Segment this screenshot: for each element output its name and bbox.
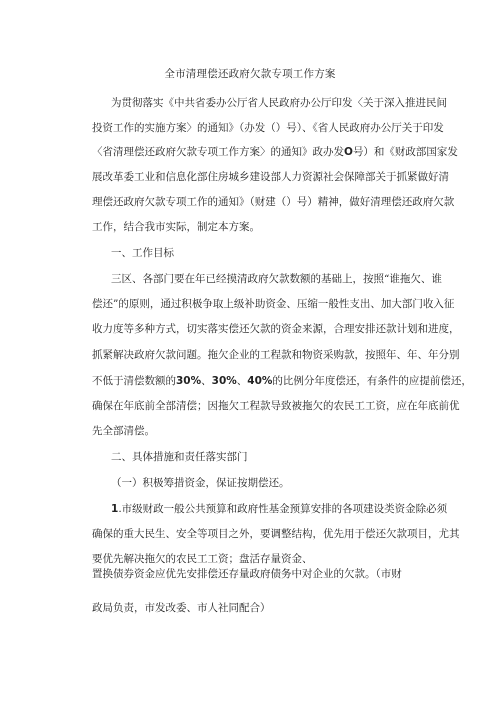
section1-line-5-b: 的比例分年度偿还，有条件的应提前偿还， [272,375,472,387]
item1-line-4: 置换债券资金应优先安排偿还存量政府债务中对企业的欠款。（市财 [92,568,402,580]
pct-40: 40% [247,375,273,387]
item1-line-1 [111,502,447,516]
intro-line-3-b: 号）和《财政部国家发 [352,146,458,158]
item1-line-2: 确保的重大民生、安全等项目之外，要调整结构，优先用于偿还欠款项目，尤其 [92,528,460,540]
pct-30-b: 30% [211,375,237,387]
section1-line-5-a: 不低于清偿数额的 [92,375,176,387]
sep-2: 、 [236,375,248,387]
section1-line-6: 确保在年底前全部清偿；因拖欠工程款导致被拖欠的农民工工资，应在年底前优 [92,400,460,412]
sub1-heading: （一）积极筹措资金，保证按期偿还。 [111,477,290,489]
section1-heading: 一、工作目标 [111,247,174,259]
pct-30-a: 30% [176,375,202,387]
section1-line-2: 偿还”的原则，通过积极争取上级补助资金、压缩一般性支出、加大部门收入征 [92,298,455,310]
intro-line-3-a: 〈省清理偿还政府欠款专项工作方案〉的通知》政办发 [92,146,344,158]
item1-number: 1 [111,503,119,515]
intro-line-4: 展改革委工业和信息化部住房城乡建设部人力资源社会保障部关于抓紧做好清 [92,171,449,183]
section1-line-7: 先全部清偿。 [92,425,155,437]
intro-bold-o: O [344,146,353,158]
document-title: 全市清理偿还政府欠款专项工作方案 [164,68,336,80]
sep-1: 、 [201,375,212,387]
intro-line-2: 投资工作的实施方案〉的通知》（办发（）号）、《省人民政府办公厅关于印发 [92,122,444,134]
section1-line-1: 三区、各部门要在年已经摸清政府欠款数额的基础上，按照“谁拖欠、谁 [111,273,442,285]
intro-line-6: 工作，结合我市实际，制定本方案。 [92,221,260,233]
item1-line-1-text: .市级财政一般公共预算和政府性基金预算安排的各项建设类资金除必须 [118,503,448,515]
intro-line-3 [92,145,458,159]
intro-line-1: 为贯彻落实《中共省委办公厅省人民政府办公厅印发〈关于深入推进民间 [111,97,447,109]
section1-line-5 [92,374,472,388]
intro-line-5: 理偿还政府欠款专项工作的通知》（财建（）号）精神，做好清理偿还政府欠款 [92,196,455,208]
item1-line-3: 要优先解决拖欠的农民工工资；盘活存量资金、 [92,553,313,565]
section1-line-3: 收力度等多种方式，切实落实偿还欠款的资金来源，合理安排还款计划和进度， [92,323,460,335]
item1-line-5: 政局负责，市发改委、市人社同配合） [92,602,271,614]
section2-heading: 二、具体措施和责任落实部门 [111,451,248,463]
section1-line-4: 抓紧解决政府欠款问题。拖欠企业的工程款和物资采购款，按照年、年、年分别 [92,349,460,361]
